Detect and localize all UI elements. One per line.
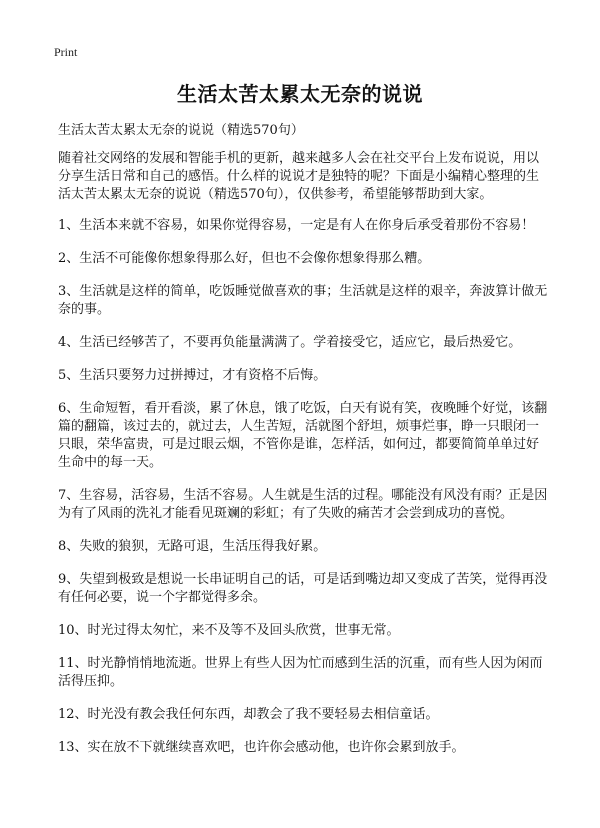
- quote-item-1: 1、生活本来就不容易，如果你觉得容易，一定是有人在你身后承受着那份不容易！: [58, 218, 535, 233]
- page-title: 生活太苦太累太无奈的说说: [177, 82, 423, 106]
- quote-item-13: 13、实在放不下就继续喜欢吧，也许你会感动他，也许你会累到放手。: [58, 740, 465, 755]
- quote-item-6: 6、生命短暂，看开看淡，累了休息，饿了吃饭，白天有说有笑，夜晚睡个好觉，该翻篇的翻篇，该过去的，就过去，人生苦短，活就图个舒坦，烦事烂事，睁一只眼闭一只眼，荣华富贵，可是过眼云烟，不管你是谁，怎样活，如何过，都要简简单单过好生命中的每一天。: [58, 401, 548, 470]
- quote-item-4: 4、生活已经够苦了，不要再负能量满满了。学着接受它，适应它，最后热爱它。: [58, 335, 522, 350]
- print-link[interactable]: Print: [54, 45, 78, 59]
- intro-paragraph: 随着社交网络的发展和智能手机的更新，越来越多人会在社交平台上发布说说，用以分享生活日常和自己的感悟。什么样的说说才是独特的呢？下面是小编精心整理的生活太苦太累太无奈的说说（精选570句），仅供参考，希望能够帮助到大家。: [58, 151, 540, 202]
- quote-item-10: 10、时光过得太匆忙，来不及等不及回头欣赏，世事无常。: [58, 623, 400, 638]
- quote-item-11: 11、时光静悄悄地流逝。世界上有些人因为忙而感到生活的沉重，而有些人因为闲而活得压抑。: [58, 656, 543, 689]
- page-subtitle: 生活太苦太累太无奈的说说（精选570句）: [58, 123, 304, 138]
- article-body: [58, 150, 550, 772]
- quote-item-3: 3、生活就是这样的简单，吃饭睡觉做喜欢的事；生活就是这样的艰辛，奔波算计做无奈的事。: [58, 284, 548, 317]
- quote-item-8: 8、失败的狼狈，无路可退，生活压得我好累。: [58, 539, 327, 554]
- quote-item-2: 2、生活不可能像你想象得那么好，但也不会像你想象得那么糟。: [58, 251, 431, 266]
- quote-item-9: 9、失望到极致是想说一长串证明自己的话，可是话到嘴边却又变成了苦笑，觉得再没有任何必要，说一个字都觉得多余。: [58, 572, 548, 605]
- quote-item-5: 5、生活只要努力过拼搏过，才有资格不后悔。: [58, 368, 327, 383]
- quote-item-7: 7、生容易，活容易，生活不容易。人生就是生活的过程。哪能没有风没有雨？正是因为有了风雨的洗礼才能看见斑斓的彩虹；有了失败的痛苦才会尝到成功的喜悦。: [58, 488, 548, 521]
- quote-item-12: 12、时光没有教会我任何东西，却教会了我不要轻易去相信童话。: [58, 707, 439, 722]
